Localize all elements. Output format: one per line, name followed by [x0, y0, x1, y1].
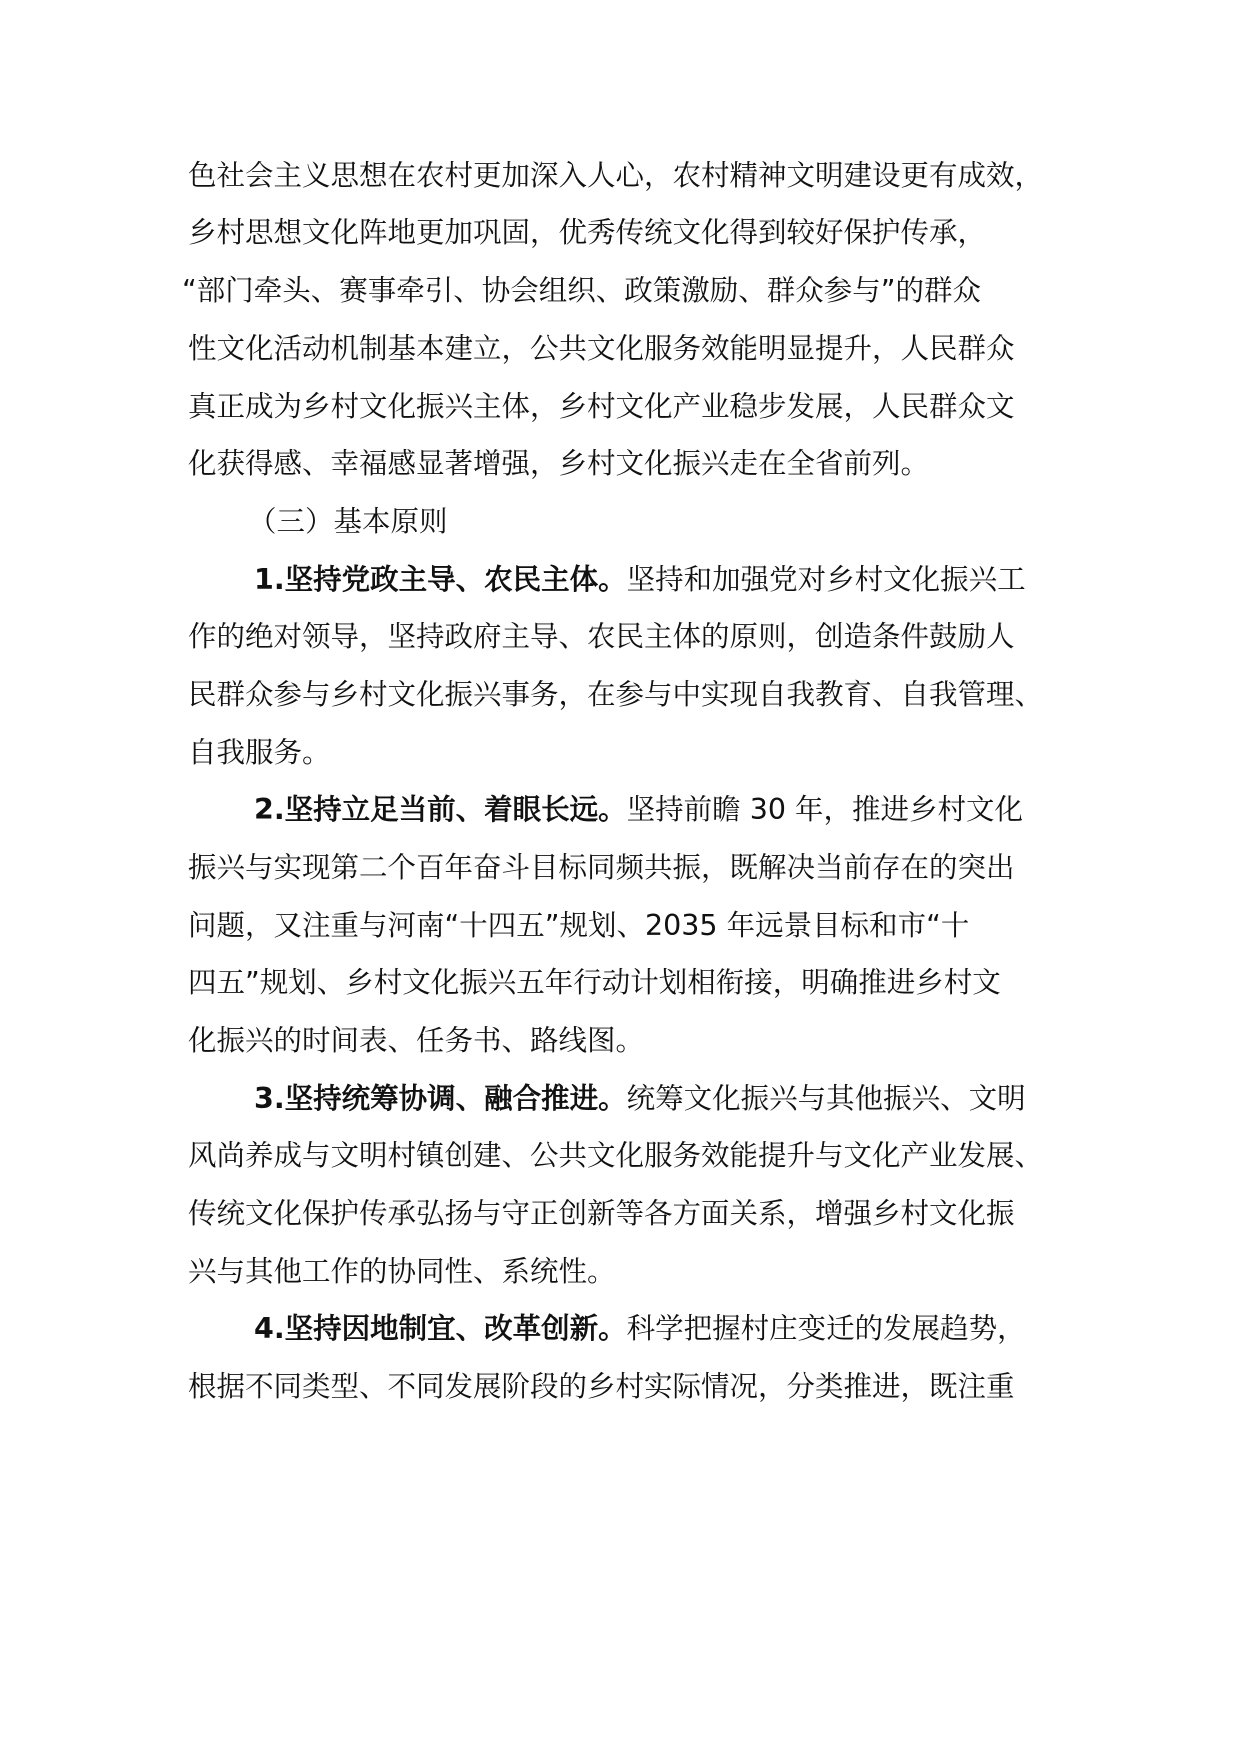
body-line: 乡村思想文化阵地更加巩固，优秀传统文化得到较好保护传承， — [188, 216, 987, 249]
principle-2-first-line — [254, 790, 1023, 830]
principle-title: 1.坚持党政主导、农民主体。 — [254, 563, 627, 596]
section-heading: （三）基本原则 — [248, 505, 448, 538]
principle-1-first-line — [254, 560, 1026, 600]
principle-title: 2.坚持立足当前、着眼长远。 — [254, 793, 627, 826]
body-line: 问题，又注重与河南“十四五”规划、2035 年远景目标和市“十 — [188, 909, 970, 942]
body-line: 作的绝对领导，坚持政府主导、农民主体的原则，创造条件鼓励人 — [188, 620, 1015, 653]
principle-3-first-line — [254, 1079, 1026, 1119]
principle-title: 4.坚持因地制宜、改革创新。 — [254, 1312, 627, 1345]
body-line: 四五”规划、乡村文化振兴五年行动计划相衔接，明确推进乡村文 — [188, 966, 1001, 999]
body-line: 化振兴的时间表、任务书、路线图。 — [188, 1024, 645, 1057]
principle-text: 统筹文化振兴与其他振兴、文明 — [626, 1082, 1026, 1115]
body-line: 风尚养成与文明村镇创建、公共文化服务效能提升与文化产业发展、 — [188, 1139, 1044, 1172]
principle-text: 坚持前瞻 30 年，推进乡村文化 — [626, 793, 1024, 826]
principle-4-first-line — [254, 1309, 1026, 1349]
body-line: 自我服务。 — [188, 736, 331, 769]
body-line: “部门牵头、赛事牵引、协会组织、政策激励、群众参与”的群众 — [182, 274, 982, 307]
body-line: 兴与其他工作的协同性、系统性。 — [188, 1255, 616, 1288]
body-line: 色社会主义思想在农村更加深入人心，农村精神文明建设更有成效， — [188, 159, 1044, 192]
principle-text: 科学把握村庄变迁的发展趋势， — [626, 1312, 1026, 1345]
body-line: 民群众参与乡村文化振兴事务，在参与中实现自我教育、自我管理、 — [188, 678, 1044, 711]
body-line: 振兴与实现第二个百年奋斗目标同频共振，既解决当前存在的突出 — [188, 851, 1015, 884]
body-line: 真正成为乡村文化振兴主体，乡村文化产业稳步发展，人民群众文 — [188, 390, 1015, 423]
principle-text: 坚持和加强党对乡村文化振兴工 — [626, 563, 1026, 596]
body-line: 根据不同类型、不同发展阶段的乡村实际情况，分类推进，既注重 — [188, 1370, 1015, 1403]
body-line: 化获得感、幸福感显著增强，乡村文化振兴走在全省前列。 — [188, 447, 930, 480]
body-line: 传统文化保护传承弘扬与守正创新等各方面关系，增强乡村文化振 — [188, 1197, 1015, 1230]
body-line: 性文化活动机制基本建立，公共文化服务效能明显提升，人民群众 — [188, 332, 1015, 365]
principle-title: 3.坚持统筹协调、融合推进。 — [254, 1082, 627, 1115]
